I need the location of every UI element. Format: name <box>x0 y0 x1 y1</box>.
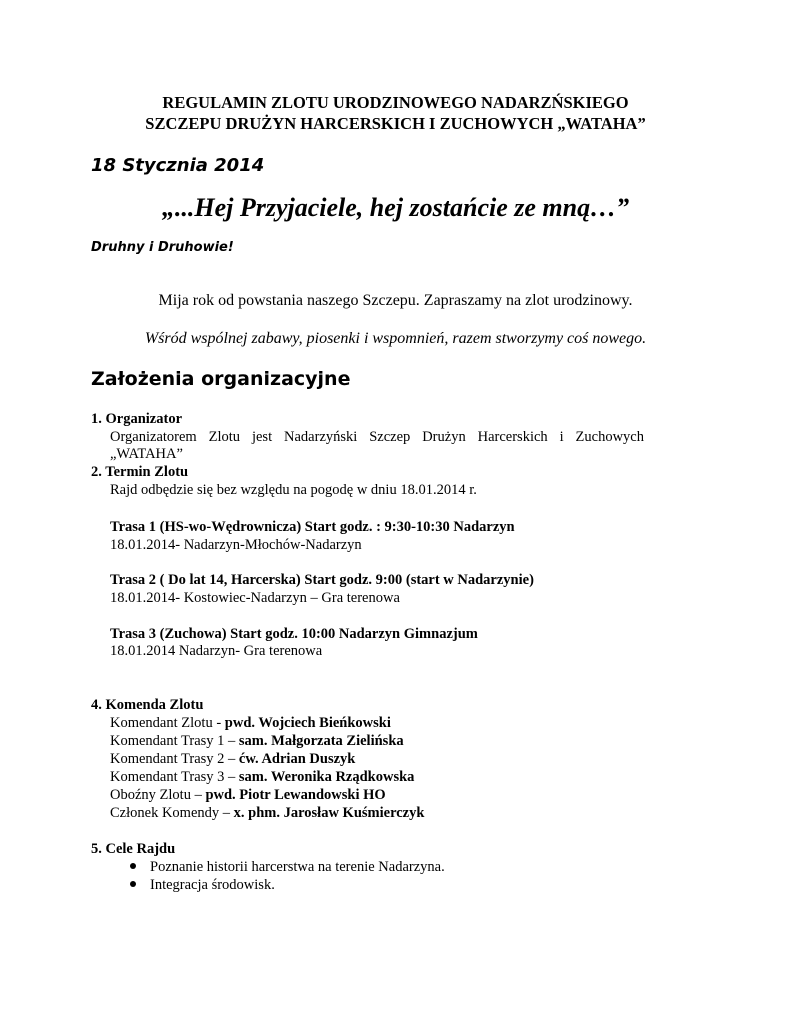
organizer-text-line-2: „WATAHA” <box>110 446 183 462</box>
command-member-name: pwd. Piotr Lewandowski HO <box>205 787 386 803</box>
route-2-detail: 18.01.2014- Kostowiec-Nadarzyn – Gra terenowa <box>110 590 400 606</box>
goals-heading: 5. Cele Rajdu <box>91 841 176 857</box>
route-3-title: Trasa 3 (Zuchowa) Start godz. 10:00 Nadarzyn Gimnazjum <box>110 626 478 642</box>
command-member <box>110 715 391 732</box>
intro-line-1: Mija rok od powstania naszego Szczepu. Zapraszamy na zlot urodzinowy. <box>158 292 633 309</box>
bullet-icon <box>130 863 136 869</box>
command-member-name: sam. Małgorzata Zielińska <box>238 733 404 749</box>
command-heading: 4. Komenda Zlotu <box>91 697 204 713</box>
organizer-text-line-1: Organizatorem Zlotu jest Nadarzyński Szczep Drużyn Harcerskich i Zuchowych <box>110 429 644 445</box>
command-member-role: Komendant Zlotu - <box>110 715 225 731</box>
motto: „...Hej Przyjaciele, hej zostańcie ze mną…” <box>161 193 630 222</box>
list-item <box>130 859 445 876</box>
command-member-name: sam. Weronika Rządkowska <box>238 769 415 785</box>
term-text: Rajd odbędzie się bez względu na pogodę w dniu 18.01.2014 r. <box>110 482 477 498</box>
command-member-role: Komendant Trasy 3 – <box>110 769 239 785</box>
command-member-role: Oboźny Zlotu – <box>110 787 206 803</box>
document-title-line-1: REGULAMIN ZLOTU URODZINOWEGO NADARZŃSKIEGO <box>162 93 629 112</box>
organizer-heading: 1. Organizator <box>91 411 183 427</box>
intro-line-2: Wśród wspólnej zabawy, piosenki i wspomnień, razem stworzymy coś nowego. <box>144 330 647 347</box>
list-item-text: Poznanie historii harcerstwa na terenie Nadarzyna. <box>150 859 445 875</box>
command-member-role: Członek Komendy – <box>110 805 234 821</box>
list-item <box>130 877 275 894</box>
command-member <box>110 769 414 786</box>
command-member <box>110 787 386 804</box>
command-member <box>110 751 355 768</box>
route-2-title: Trasa 2 ( Do lat 14, Harcerska) Start godz. 9:00 (start w Nadarzynie) <box>110 572 534 588</box>
document-title-line-2: SZCZEPU DRUŻYN HARCERSKICH I ZUCHOWYCH „WATAHA” <box>145 114 646 133</box>
command-member-role: Komendant Trasy 1 – <box>110 733 239 749</box>
command-member-name: pwd. Wojciech Bieńkowski <box>224 715 391 731</box>
command-member-role: Komendant Trasy 2 – <box>110 751 239 767</box>
bullet-icon <box>130 881 136 887</box>
list-item-text: Integracja środowisk. <box>150 877 275 893</box>
event-date: 18 Stycznia 2014 <box>91 155 265 176</box>
route-3-detail: 18.01.2014 Nadarzyn- Gra terenowa <box>110 643 323 659</box>
route-1-detail: 18.01.2014- Nadarzyn-Młochów-Nadarzyn <box>110 537 362 553</box>
command-member <box>110 733 404 750</box>
greeting: Druhny i Druhowie! <box>91 240 234 255</box>
command-member <box>110 805 424 822</box>
command-member-name: ćw. Adrian Duszyk <box>238 751 356 767</box>
section-heading: Założenia organizacyjne <box>91 368 351 390</box>
command-member-name: x. phm. Jarosław Kuśmierczyk <box>233 805 425 821</box>
route-1-title: Trasa 1 (HS-wo-Wędrownicza) Start godz. : 9:30-10:30 Nadarzyn <box>110 519 515 535</box>
term-heading: 2. Termin Zlotu <box>91 464 189 480</box>
